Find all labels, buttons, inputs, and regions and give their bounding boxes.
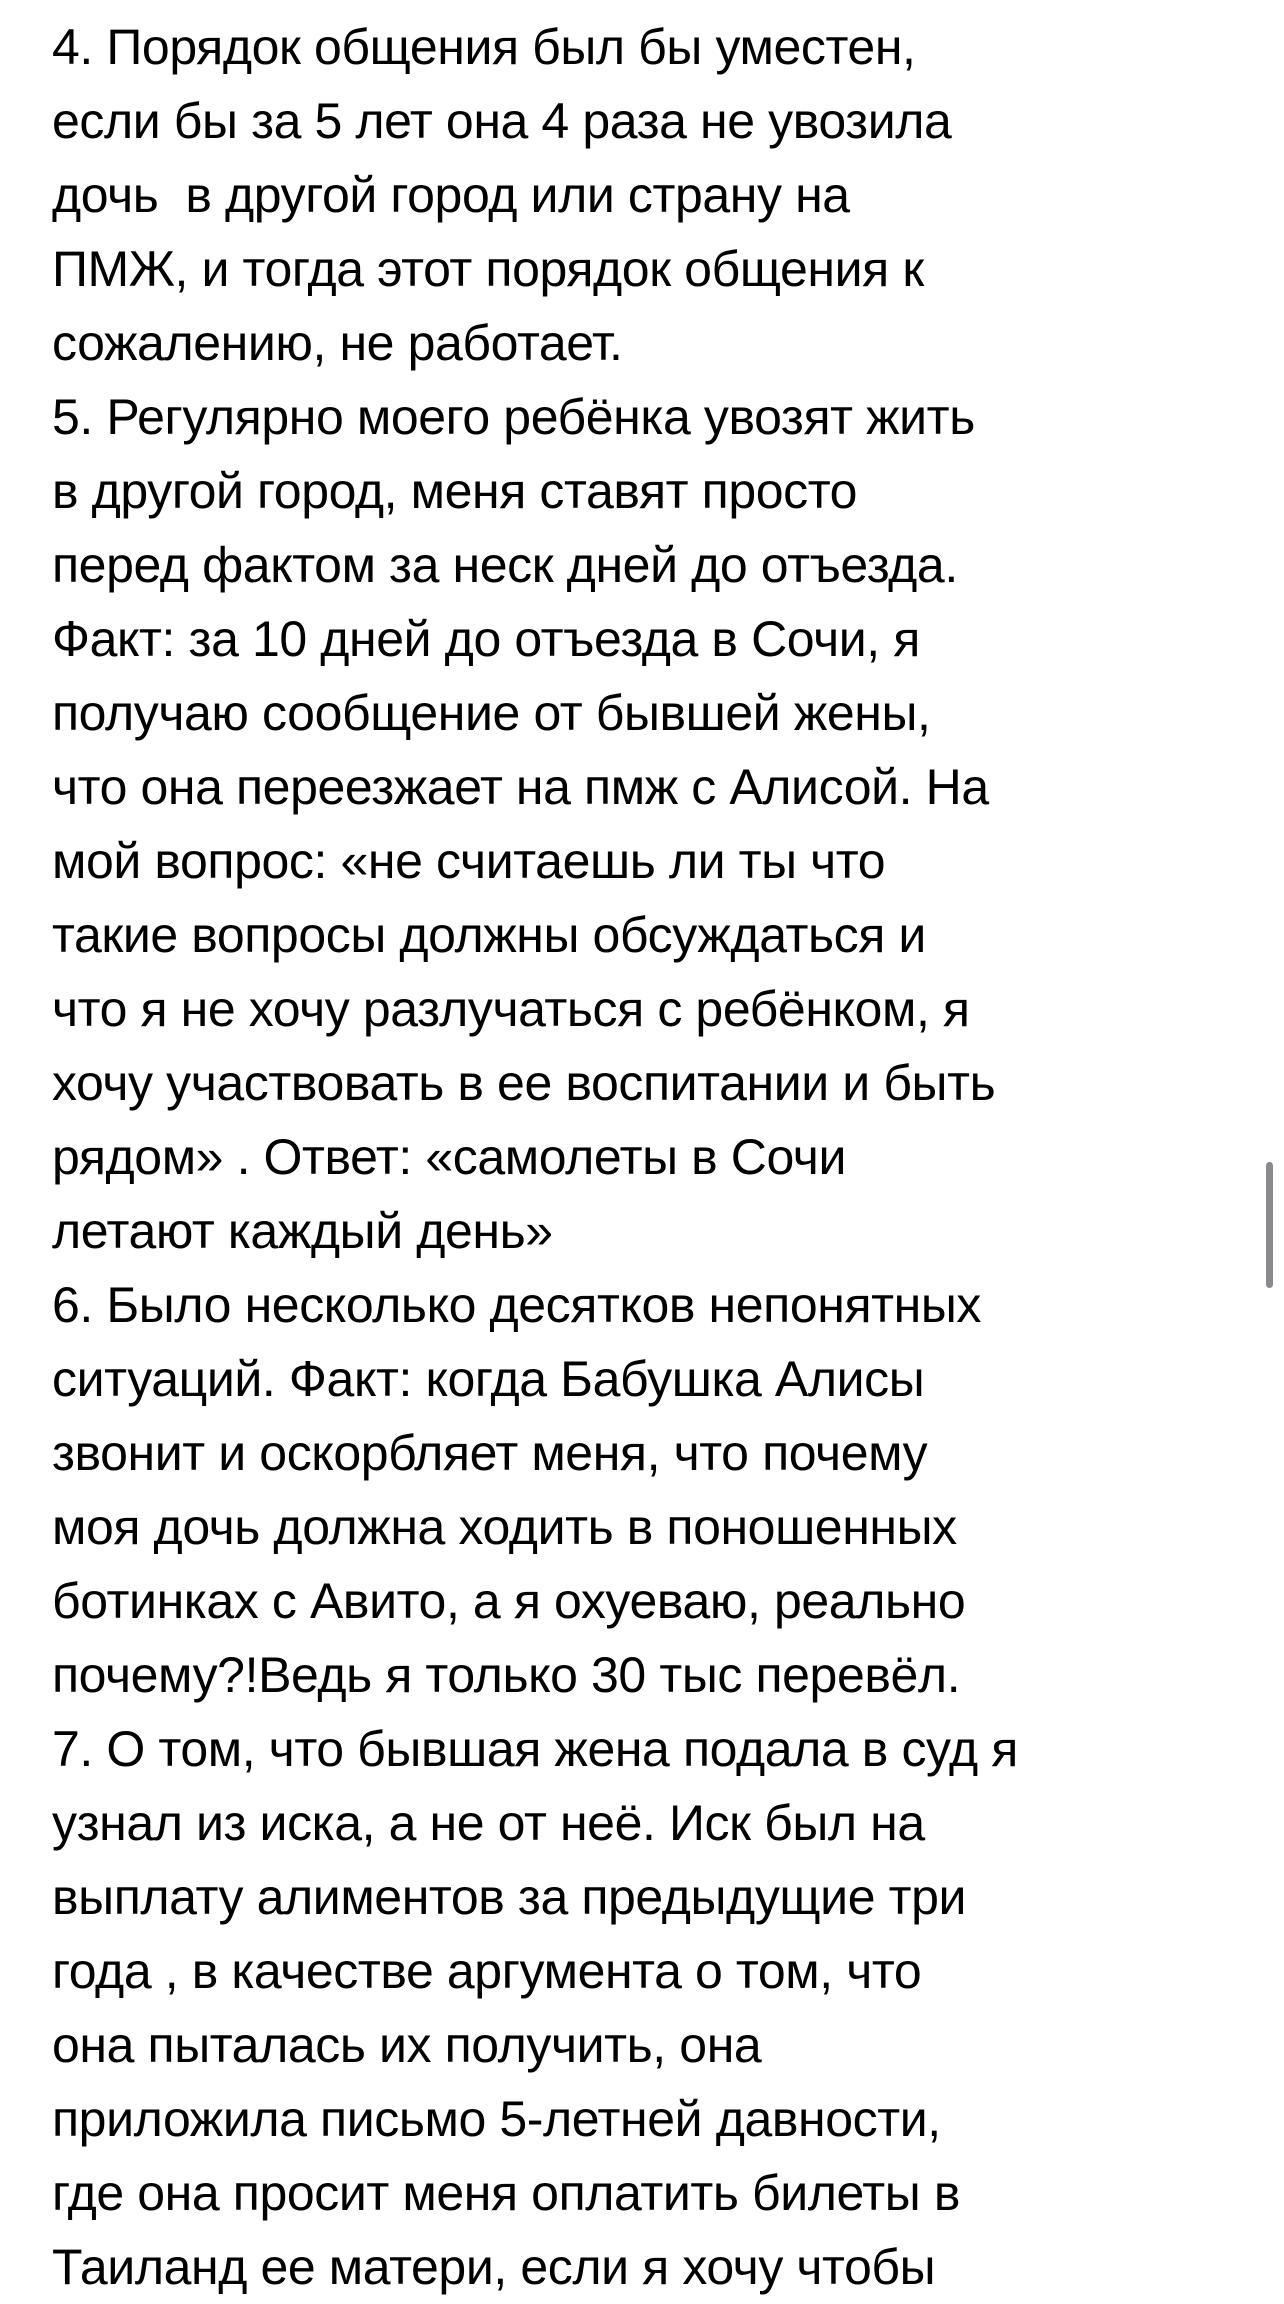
note-line: выплату алиментов за предыдущие три <box>52 1869 967 1925</box>
note-line: 5. Регулярно моего ребёнка увозят жить <box>52 389 975 445</box>
note-line: получаю сообщение от бывшей жены, <box>52 685 931 741</box>
note-line: такие вопросы должны обсуждаться и <box>52 907 926 963</box>
note-line: что я не хочу разлучаться с ребёнком, я <box>52 981 970 1037</box>
note-text-body[interactable] <box>52 10 1252 2304</box>
note-line: рядом» . Ответ: «самолеты в Сочи <box>52 1129 846 1185</box>
note-line: ПМЖ, и тогда этот порядок общения к <box>52 241 924 297</box>
note-line: моя дочь должна ходить в поношенных <box>52 1499 957 1555</box>
note-line: перед фактом за неск дней до отъезда. <box>52 537 958 593</box>
note-line: сожалению, не работает. <box>52 315 623 371</box>
note-line: узнал из иска, а не от неё. Иск был на <box>52 1795 925 1851</box>
note-line: ситуаций. Факт: когда Бабушка Алисы <box>52 1351 925 1407</box>
note-line: летают каждый день» <box>52 1203 553 1259</box>
note-line: почему?!Ведь я только 30 тыс перевёл. <box>52 1647 961 1703</box>
note-line: ботинках с Авито, а я охуеваю, реально <box>52 1573 966 1629</box>
note-line: если бы за 5 лет она 4 раза не увозила <box>52 93 952 149</box>
note-line: хочу участвовать в ее воспитании и быть <box>52 1055 996 1111</box>
note-line: в другой город, меня ставят просто <box>52 463 858 519</box>
note-line: дочь в другой город или страну на <box>52 167 850 223</box>
note-line: звонит и оскорбляет меня, что почему <box>52 1425 928 1481</box>
note-line: Таиланд ее матери, если я хочу чтобы <box>52 2239 936 2295</box>
note-line: 7. О том, что бывшая жена подала в суд я <box>52 1721 1018 1777</box>
note-line: где она просит меня оплатить билеты в <box>52 2165 960 2221</box>
note-line: что она переезжает на пмж с Алисой. На <box>52 759 989 815</box>
note-line: она пыталась их получить, она <box>52 2017 762 2073</box>
vertical-scroll-indicator[interactable] <box>1266 1162 1273 1288</box>
note-line: приложила письмо 5-летней давности, <box>52 2091 941 2147</box>
note-line: Факт: за 10 дней до отъезда в Сочи, я <box>52 611 920 667</box>
note-line: мой вопрос: «не считаешь ли ты что <box>52 833 886 889</box>
note-line: года , в качестве аргумента о том, что <box>52 1943 922 1999</box>
note-line: 4. Порядок общения был бы уместен, <box>52 19 916 75</box>
note-line: 6. Было несколько десятков непонятных <box>52 1277 981 1333</box>
